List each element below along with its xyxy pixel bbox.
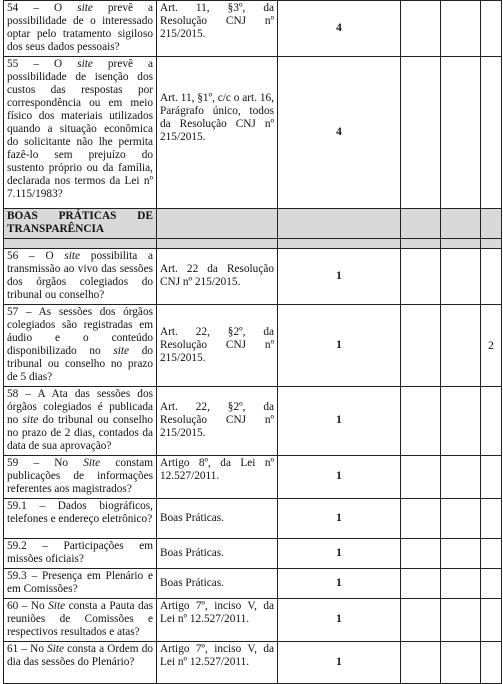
extra-cell <box>481 539 502 569</box>
legal-basis-cell: Boas Práticas. <box>157 569 278 599</box>
table-row <box>4 456 502 499</box>
score-cell: 1 <box>278 569 401 599</box>
question-cell: 55 – O site prevê a possibilidade de isenção dos custos das respostas por correspondência ou em meio físico dos materiais utilizados quando a situação econômica do solicitante não lhe permita fazê-lo sem prejuízo do sustento próprio ou da família, declarada nos termos da Lei nº 7.115/1983? <box>4 57 157 209</box>
question-cell: 61 – No Site consta a Ordem do dia das sessões do Plenário? <box>4 642 157 684</box>
score-cell: 1 <box>278 599 401 642</box>
legal-basis-cell: Art. 22 da Resolução CNJ nº 215/2015. <box>157 249 278 305</box>
section-title: BOAS PRÁTICAS DE TRANSPARÊNCIA <box>4 209 157 239</box>
score-cell: 1 <box>278 249 401 305</box>
table-row <box>4 249 502 305</box>
empty-cell <box>441 57 481 209</box>
section-spacer-row <box>4 239 502 249</box>
table-row <box>4 305 502 387</box>
section-header-row <box>4 209 502 239</box>
legal-basis-cell: Boas Práticas. <box>157 499 278 539</box>
legal-basis-cell: Art. 11, §3º, da Resolução CNJ nº 215/2015. <box>157 1 278 57</box>
extra-cell <box>481 499 502 539</box>
table-row <box>4 57 502 209</box>
score-cell: 4 <box>278 57 401 209</box>
score-cell: 1 <box>278 387 401 456</box>
legal-basis-cell: Artigo 7º, inciso V, da Lei nº 12.527/2011. <box>157 599 278 642</box>
score-cell: 4 <box>278 1 401 57</box>
legal-basis-cell: Artigo 7º, inciso V, da Lei nº 12.527/2011. <box>157 642 278 684</box>
empty-cell <box>401 57 441 209</box>
score-cell: 1 <box>278 539 401 569</box>
table-row <box>4 1 502 57</box>
score-cell: 1 <box>278 642 401 684</box>
question-cell: 60 – No Site consta a Pauta das reuniões de Comissões e respectivos resultados e atas? <box>4 599 157 642</box>
legal-basis-cell: Art. 22, §2º, da Resolução CNJ nº 215/2015. <box>157 387 278 456</box>
table-row <box>4 387 502 456</box>
table-row <box>4 539 502 569</box>
question-cell: 57 – As sessões dos órgãos colegiados são registradas em áudio e o conteúdo disponibilizado no site do tribunal ou conselho no prazo de 5 dias? <box>4 305 157 387</box>
question-cell: 58 – A Ata das sessões dos órgãos colegiados é publicada no site do tribunal ou conselho no prazo de 2 dias, contados da data de sua aprovação? <box>4 387 157 456</box>
empty-cell <box>441 1 481 57</box>
extra-cell <box>481 1 502 57</box>
score-cell: 1 <box>278 456 401 499</box>
extra-cell <box>481 57 502 209</box>
extra-cell <box>481 249 502 305</box>
table-row <box>4 599 502 642</box>
extra-cell <box>481 569 502 599</box>
question-cell: 59 – No Site constam publicações de informações referentes aos magistrados? <box>4 456 157 499</box>
score-cell: 1 <box>278 305 401 387</box>
question-cell: 59.1 – Dados biográficos, telefones e endereço eletrônico? <box>4 499 157 539</box>
table-row <box>4 499 502 539</box>
table-row <box>4 642 502 684</box>
empty-cell <box>401 1 441 57</box>
legal-basis-cell: Boas Práticas. <box>157 539 278 569</box>
question-cell: 54 – O site prevê a possibilidade de o interessado optar pelo tratamento sigiloso dos seus dados pessoais? <box>4 1 157 57</box>
legal-basis-cell: Artigo 8º, da Lei nº 12.527/2011. <box>157 456 278 499</box>
extra-cell <box>481 642 502 684</box>
extra-cell: 2 <box>481 305 502 387</box>
table-row <box>4 569 502 599</box>
evaluation-table <box>3 0 502 684</box>
legal-basis-cell: Art. 11, §1º, c/c o art. 16, Parágrafo único, todos da Resolução CNJ nº 215/2015. <box>157 57 278 209</box>
extra-cell <box>481 387 502 456</box>
question-cell: 59.2 – Participações em missões oficiais? <box>4 539 157 569</box>
extra-cell <box>481 599 502 642</box>
extra-cell <box>481 456 502 499</box>
legal-basis-cell: Art. 22, §2º, da Resolução CNJ nº 215/2015. <box>157 305 278 387</box>
question-cell: 56 – O site possibilita a transmissão ao vivo das sessões dos órgãos colegiados do tribunal ou conselho? <box>4 249 157 305</box>
score-cell: 1 <box>278 499 401 539</box>
question-cell: 59.3 – Presença em Plenário e em Comissões? <box>4 569 157 599</box>
